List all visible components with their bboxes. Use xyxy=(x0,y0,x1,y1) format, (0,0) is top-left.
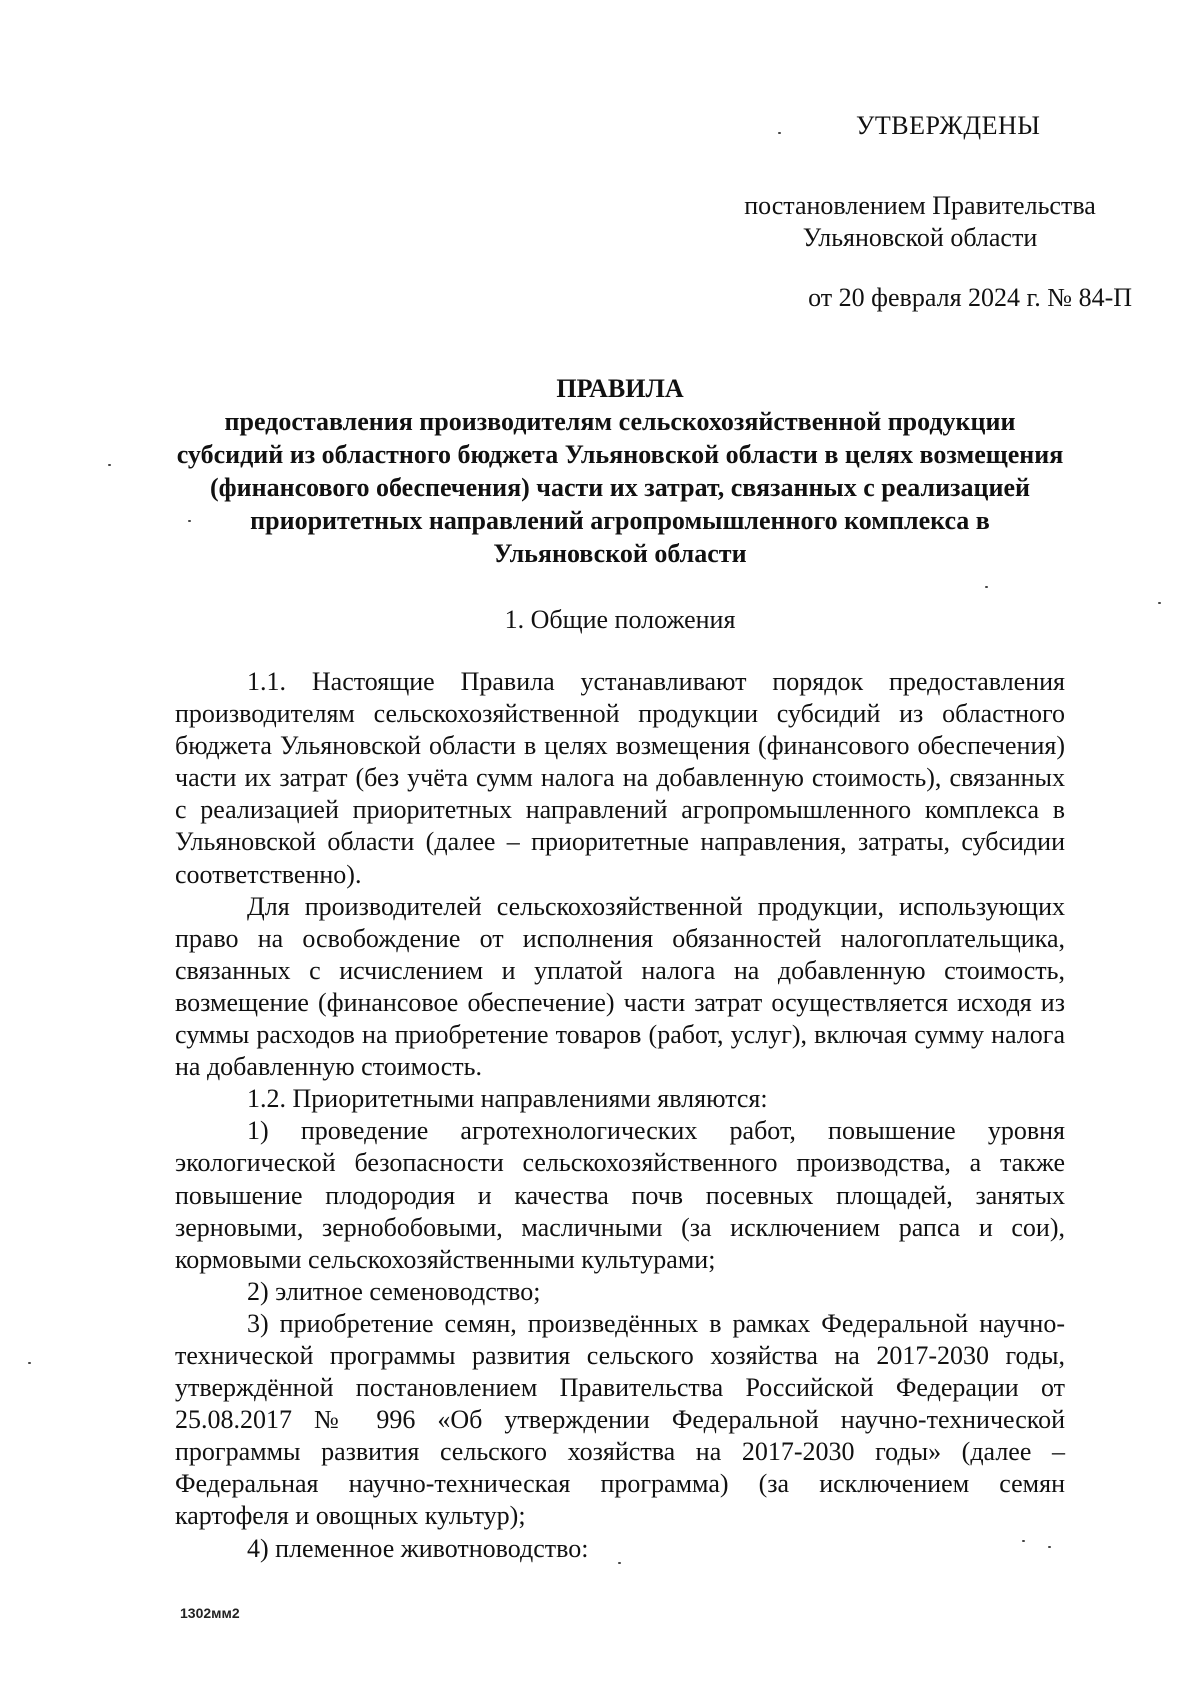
document-title: ПРАВИЛА xyxy=(556,374,684,403)
paragraph-vat-note: Для производителей сельскохозяйственной продукции, использующих право на освобождение от исполнения обязанностей налогоплательщика, связанных с исчислением и уплатой налога на добавленную стоимость, возмещение (финансовое обеспечение) части затрат осуществляется исходя из суммы расходов на приобретение товаров (работ, услуг), включая сумму налога на добавленную стоимость. xyxy=(175,891,1065,1082)
document-body xyxy=(175,666,1065,1565)
section-heading: 1. Общие положения xyxy=(504,605,736,634)
list-item-4: 4) племенное животноводство: xyxy=(247,1533,589,1563)
approval-stamp: УТВЕРЖДЕНЫ xyxy=(856,111,1041,140)
approval-block xyxy=(700,110,1140,314)
approval-date: от 20 февраля 2024 г. № 84-П xyxy=(808,283,1132,312)
document-code: 1302мм2 xyxy=(180,1605,240,1621)
scan-speck xyxy=(985,586,988,588)
list-item-3: 3) приобретение семян, произведённых в рамках Федеральной научно-технической программы развития сельского хозяйства на 2017-2030 годы, утверждённой постановлением Правительства Российской Федерации от 25.08.2017 № 996 «Об утверждении Федеральной научно-технической программы развития сельского хозяйства на 2017-2030 годы» (далее – Федеральная научно-техническая программа) (за исключением семян картофеля и овощных культур); xyxy=(175,1308,1065,1531)
scan-speck xyxy=(1158,602,1161,604)
paragraph-1-1: 1.1. Настоящие Правила устанавливают порядок предоставления производителям сельскохозяйственной продукции субсидий из областного бюджета Ульяновской области в целях возмещения (финансового обеспечения) части их затрат (без учёта сумм налога на добавленную стоимость), связанных с реализацией приоритетных направлений агропромышленного комплекса в Ульяновской области (далее – приоритетные направления, затраты, субсидии соответственно). xyxy=(175,667,1065,889)
scan-speck xyxy=(28,1362,31,1364)
document-subtitle: предоставления производителям сельскохозяйственной продукции субсидий из областного бюджета Ульяновской области в целях возмещения (финансового обеспечения) части их затрат, связанных с реализацией приоритетных направлений агропромышленного комплекса в Ульяновской области xyxy=(176,407,1064,568)
list-item-1: 1) проведение агротехнологических работ, повышение уровня экологической безопасности сельскохозяйственного производства, а также повышение плодородия и качества почв посевных площадей, занятых зерновыми, зернобобовыми, масличными (за исключением рапса и сои), кормовыми сельскохозяйственными культурами; xyxy=(175,1116,1065,1274)
list-item-2: 2) элитное семеноводство; xyxy=(247,1276,541,1306)
approval-authority: постановлением Правительства Ульяновской области xyxy=(744,191,1096,252)
document-title-block xyxy=(175,372,1065,570)
scan-speck xyxy=(778,132,781,134)
scan-speck xyxy=(618,1562,621,1564)
scan-speck xyxy=(108,464,111,466)
scan-speck xyxy=(188,520,191,522)
paragraph-1-2: 1.2. Приоритетными направлениями являются: xyxy=(247,1084,768,1114)
scan-speck xyxy=(1022,1540,1025,1542)
scan-speck xyxy=(1048,1546,1051,1548)
